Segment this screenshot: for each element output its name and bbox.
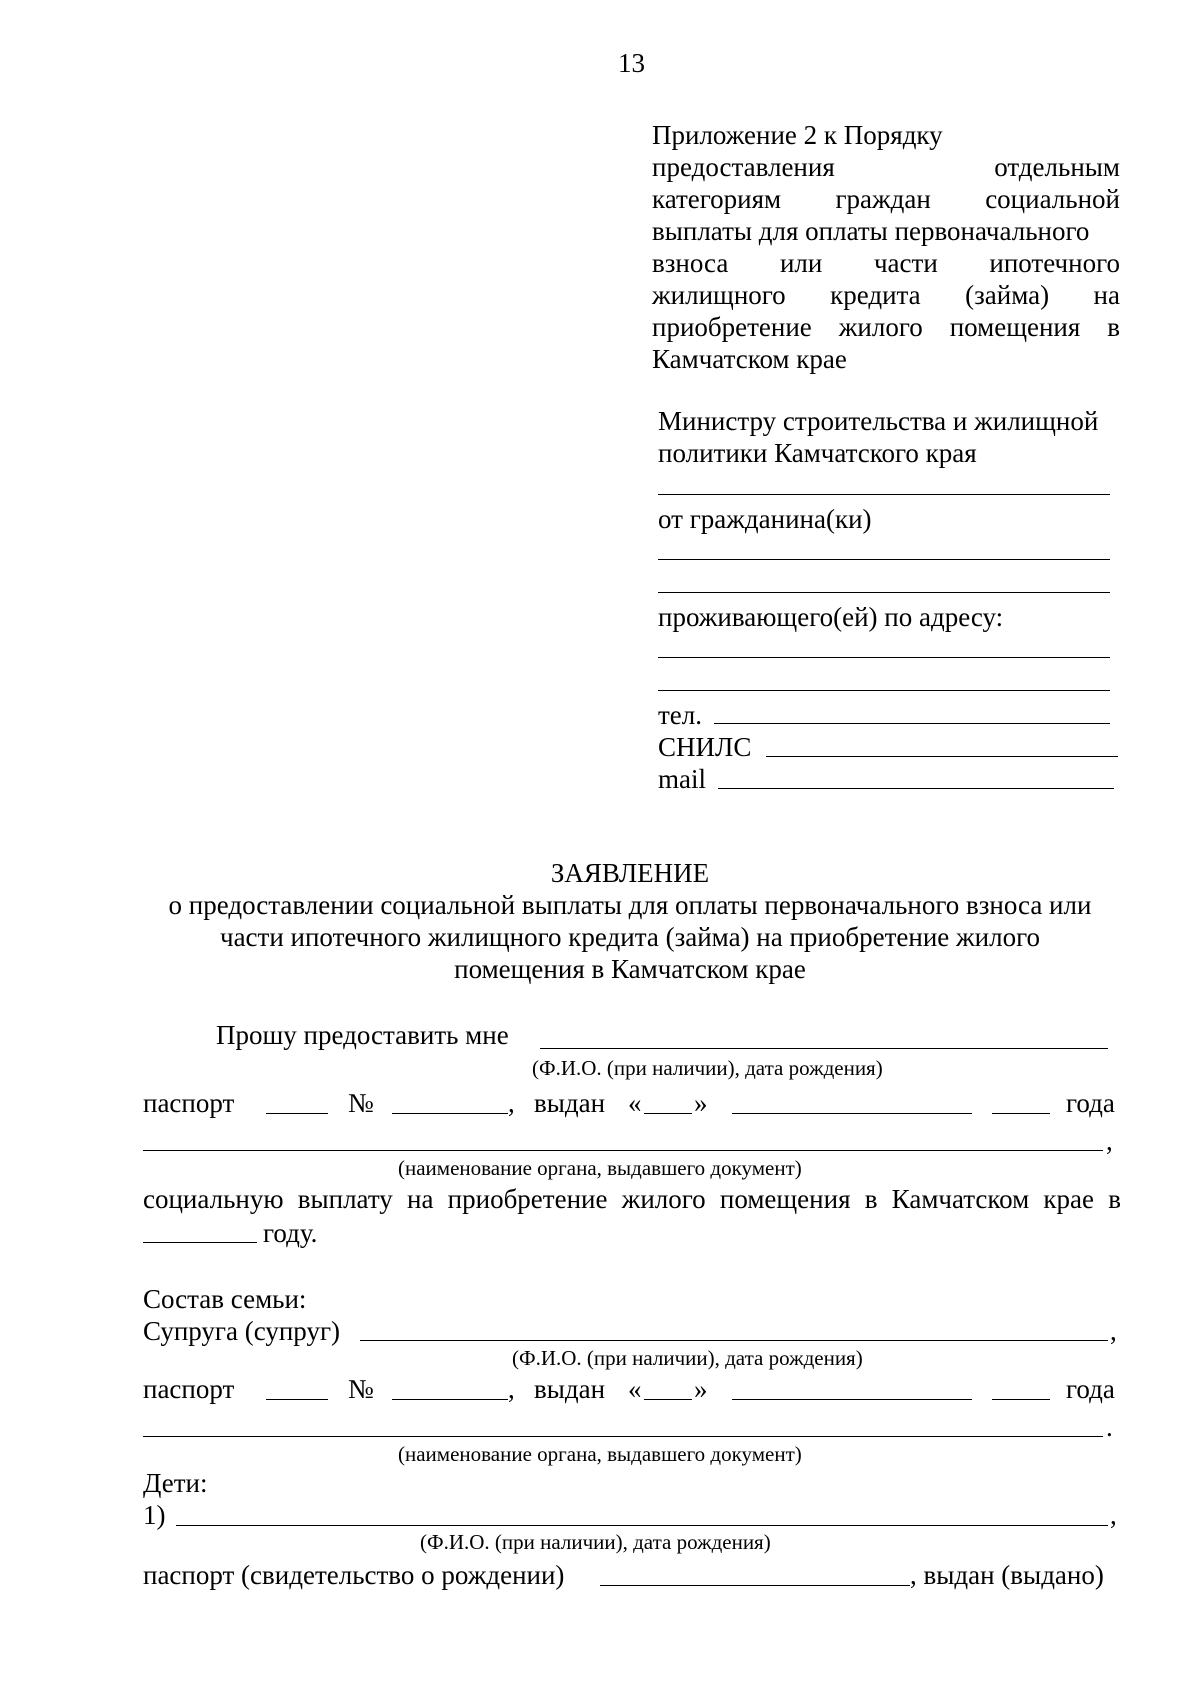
appendix-line-6: жилищного кредита (займа) на	[652, 280, 1120, 310]
appendix-line-4: выплаты для оплаты первоначального	[652, 216, 1090, 246]
residing-label: проживающего(ей) по адресу:	[658, 602, 1004, 632]
applicant-passport-number-line[interactable]	[392, 1113, 508, 1114]
payment-year-line[interactable]	[143, 1242, 257, 1243]
applicant-issue-month-line[interactable]	[732, 1113, 972, 1114]
applicant-fio-line[interactable]	[540, 1048, 1108, 1049]
document-title: ЗАЯВЛЕНИЕ	[550, 858, 710, 888]
child-1-fio-line[interactable]	[176, 1525, 1108, 1526]
appendix-line-5: взноса или части ипотечного	[652, 248, 1120, 278]
spouse-passport-series-line[interactable]	[266, 1399, 328, 1400]
snils-line[interactable]	[766, 756, 1118, 757]
child-1-fio-hint: (Ф.И.О. (при наличии), дата рождения)	[420, 1530, 771, 1554]
from-citizen-label: от гражданина(ки)	[658, 504, 872, 534]
child-issued-label: , выдан (выдано)	[910, 1560, 1104, 1590]
child-1-comma: ,	[1110, 1500, 1117, 1530]
tel-line[interactable]	[714, 723, 1110, 724]
citizen-name-line-1[interactable]	[658, 559, 1110, 560]
spouse-comma: ,	[1110, 1316, 1117, 1346]
page-number: 13	[618, 48, 645, 78]
applicant-passport-series-line[interactable]	[266, 1113, 328, 1114]
applicant-quote-close: »	[694, 1088, 708, 1118]
tel-label: тел.	[658, 700, 703, 730]
citizen-name-line-2[interactable]	[658, 592, 1110, 593]
child-passport-label: паспорт (свидетельство о рождении)	[143, 1560, 565, 1590]
addressee-name-line[interactable]	[658, 494, 1110, 495]
spouse-organ-period: .	[1106, 1412, 1113, 1442]
applicant-organ-hint: (наименование органа, выдавшего документ)	[398, 1156, 802, 1180]
document-subtitle-2: части ипотечного жилищного кредита (займа) на приобретение жилого	[219, 922, 1040, 952]
child-1-number: 1)	[143, 1500, 166, 1530]
applicant-passport-label: паспорт	[143, 1088, 235, 1118]
spouse-issuing-organ-line[interactable]	[143, 1436, 1103, 1437]
applicant-issue-year-line[interactable]	[992, 1113, 1050, 1114]
spouse-year-word: года	[1066, 1374, 1115, 1404]
mail-label: mail	[658, 764, 706, 794]
request-label: Прошу предоставить мне	[216, 1020, 509, 1050]
children-label: Дети:	[143, 1468, 208, 1498]
applicant-issue-day-line[interactable]	[644, 1113, 692, 1114]
applicant-fio-hint: (Ф.И.О. (при наличии), дата рождения)	[532, 1056, 883, 1080]
appendix-line-7: приобретение жилого помещения в	[652, 312, 1120, 342]
address-line-1[interactable]	[658, 657, 1110, 658]
spouse-number-sign: №	[348, 1374, 374, 1404]
applicant-quote-open: «	[628, 1088, 642, 1118]
payment-text: социальную выплату на приобретение жилого помещения в Камчатском крае в	[143, 1184, 1121, 1214]
applicant-issued-label: выдан	[534, 1088, 606, 1118]
child-1-document-line[interactable]	[600, 1585, 910, 1586]
spouse-issue-day-line[interactable]	[644, 1399, 692, 1400]
spouse-issued-label: выдан	[534, 1374, 606, 1404]
spouse-fio-hint: (Ф.И.О. (при наличии), дата рождения)	[512, 1346, 863, 1370]
in-year-label: году.	[263, 1218, 318, 1248]
snils-label: СНИЛС	[658, 732, 752, 762]
spouse-passport-number-line[interactable]	[392, 1399, 508, 1400]
spouse-issue-month-line[interactable]	[732, 1399, 972, 1400]
spouse-issue-year-line[interactable]	[992, 1399, 1050, 1400]
spouse-organ-hint: (наименование органа, выдавшего документ)	[398, 1442, 802, 1466]
addressee-line-2: политики Камчатского края	[658, 438, 977, 468]
spouse-fio-line[interactable]	[360, 1340, 1108, 1341]
mail-line[interactable]	[718, 788, 1114, 789]
address-line-2[interactable]	[658, 690, 1110, 691]
spouse-quote-close: »	[694, 1374, 708, 1404]
appendix-line-1: Приложение 2 к Порядку	[652, 120, 943, 150]
spouse-quote-open: «	[628, 1374, 642, 1404]
applicant-organ-comma: ,	[1106, 1126, 1113, 1156]
spouse-passport-label: паспорт	[143, 1374, 235, 1404]
applicant-comma: ,	[508, 1088, 515, 1118]
family-label: Состав семьи:	[143, 1284, 307, 1314]
applicant-issuing-organ-line[interactable]	[143, 1150, 1103, 1151]
applicant-year-word: года	[1066, 1088, 1115, 1118]
applicant-number-sign: №	[348, 1088, 374, 1118]
appendix-line-3: категориям граждан социальной	[652, 184, 1120, 214]
spouse-label: Супруга (супруг)	[143, 1316, 341, 1346]
spouse-comma-2: ,	[508, 1374, 515, 1404]
appendix-line-8: Камчатском крае	[652, 344, 847, 374]
addressee-line-1: Министру строительства и жилищной	[658, 406, 1099, 436]
document-subtitle-1: о предоставлении социальной выплаты для оплаты первоначального взноса или	[168, 890, 1092, 920]
document-subtitle-3: помещения в Камчатском крае	[454, 954, 806, 984]
appendix-line-2: предоставления отдельным	[652, 152, 1120, 182]
